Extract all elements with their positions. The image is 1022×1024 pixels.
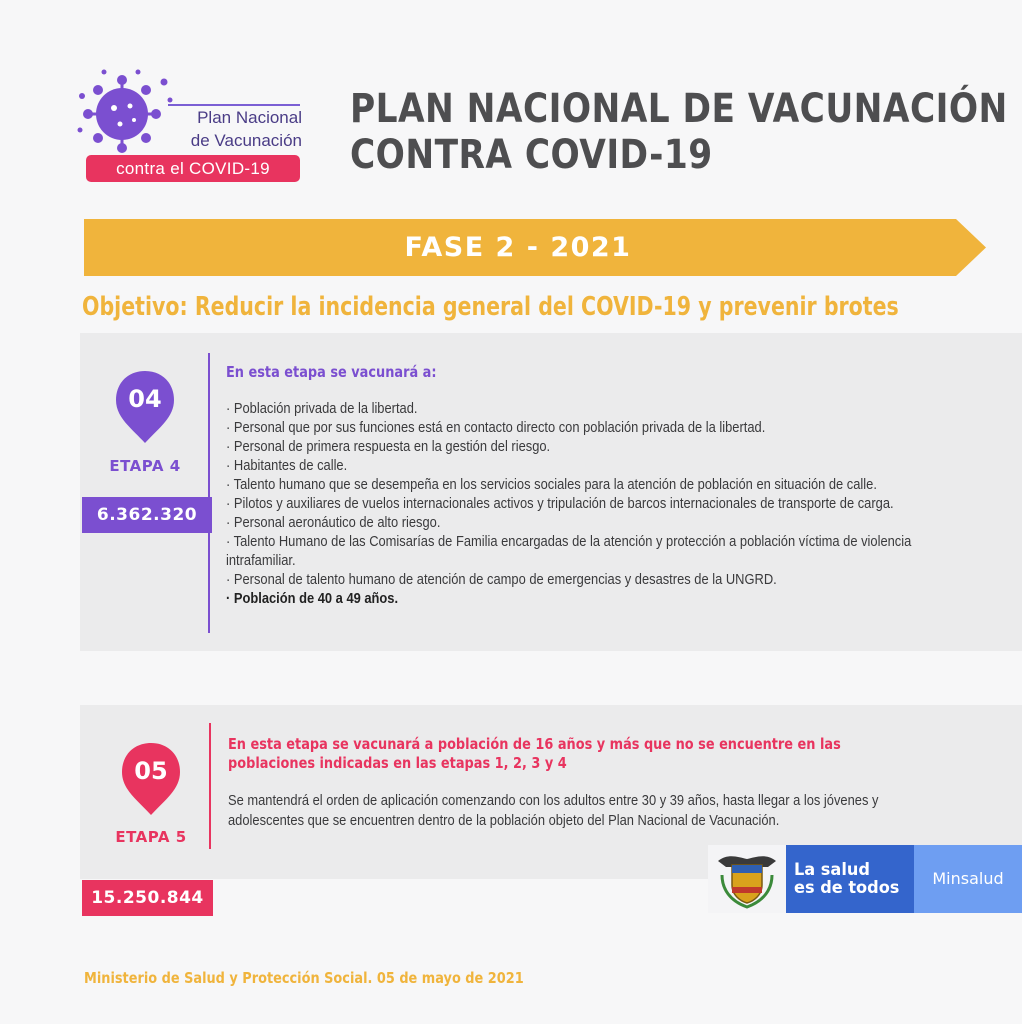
crest-container: [708, 845, 786, 913]
list-item: · Talento humano que se desempeña en los servicios sociales para la atención de población en situación de calle.: [226, 475, 931, 494]
stage-4-divider: [208, 353, 210, 633]
stage-4-heading: En esta etapa se vacunará a:: [226, 363, 437, 381]
phase-label: FASE 2 - 2021: [404, 232, 632, 263]
slogan-box: [786, 845, 914, 913]
stage-5-label: ETAPA 5: [115, 828, 187, 846]
slogan: [794, 861, 899, 897]
list-item: · Pilotos y auxiliares de vuelos internacionales activos y tripulación de barcos internacionales de transporte de carga.: [226, 494, 931, 513]
phase-banner: [84, 219, 986, 276]
page-title-line-2: CONTRA COVID-19: [350, 132, 713, 178]
objective-heading: Objetivo: Reducir la incidencia general del COVID-19 y prevenir brotes: [82, 292, 899, 322]
list-item: · Personal de primera respuesta en la gestión del riesgo.: [226, 437, 931, 456]
minsalud-logo: [708, 845, 1022, 913]
stage-5-pin: [120, 741, 182, 817]
stage-4-population-list: [226, 399, 931, 608]
list-item: · Habitantes de calle.: [226, 456, 931, 475]
stage-5-heading: En esta etapa se vacunará a población de 16 años y más que no se encuentre en las poblaciones indicadas en las etapas 1, 2, 3 y 4: [228, 735, 841, 772]
slogan-line-2: es de todos: [794, 878, 900, 898]
list-item: · Población privada de la libertad.: [226, 399, 931, 418]
logo-divider: [168, 104, 300, 106]
colombia-coat-of-arms-icon: [708, 845, 786, 913]
logo-pill: contra el COVID-19: [86, 155, 300, 182]
stage-4-count: 6.362.320: [82, 497, 212, 533]
page-title: [350, 86, 1008, 178]
stage-5-divider: [209, 723, 211, 849]
minsalud-label: Minsalud: [932, 869, 1004, 888]
logo-line-1: Plan Nacional: [197, 108, 302, 127]
stage-5-description: Se mantendrá el orden de aplicación comenzando con los adultos entre 30 y 39 años, hasta llegar a los jóvenes y adolescentes que se encuentren dentro de la población objeto del Plan Nacional de Vacunación.: [228, 792, 879, 829]
list-item: · Personal de talento humano de atención de campo de emergencias y desastres de la UNGRD.: [226, 570, 931, 589]
stage-5-count: 15.250.844: [82, 880, 213, 916]
list-item: · Talento Humano de las Comisarías de Familia encargadas de la atención y protección a población víctima de violencia intrafamiliar.: [226, 532, 931, 570]
footer-credit: Ministerio de Salud y Protección Social. 05 de mayo de 2021: [84, 969, 524, 987]
list-item: · Personal aeronáutico de alto riesgo.: [226, 513, 931, 532]
page-title-line-1: PLAN NACIONAL DE VACUNACIÓN: [350, 86, 1008, 132]
list-item: · Población de 40 a 49 años.: [226, 589, 931, 608]
stage-4-number: 04: [128, 385, 162, 413]
stage-4-card: [80, 333, 1022, 651]
plan-vacunacion-logo: [74, 68, 306, 186]
logo-line-2: de Vacunación: [190, 131, 302, 150]
minsalud-box: [914, 845, 1022, 913]
stage-4-label: ETAPA 4: [109, 457, 181, 475]
slogan-line-1: La salud: [794, 860, 870, 880]
stage-5-number: 05: [134, 757, 168, 785]
virus-icon: [74, 68, 184, 160]
stage-4-pin: [114, 369, 176, 445]
list-item: · Personal que por sus funciones está en contacto directo con población privada de la libertad.: [226, 418, 931, 437]
